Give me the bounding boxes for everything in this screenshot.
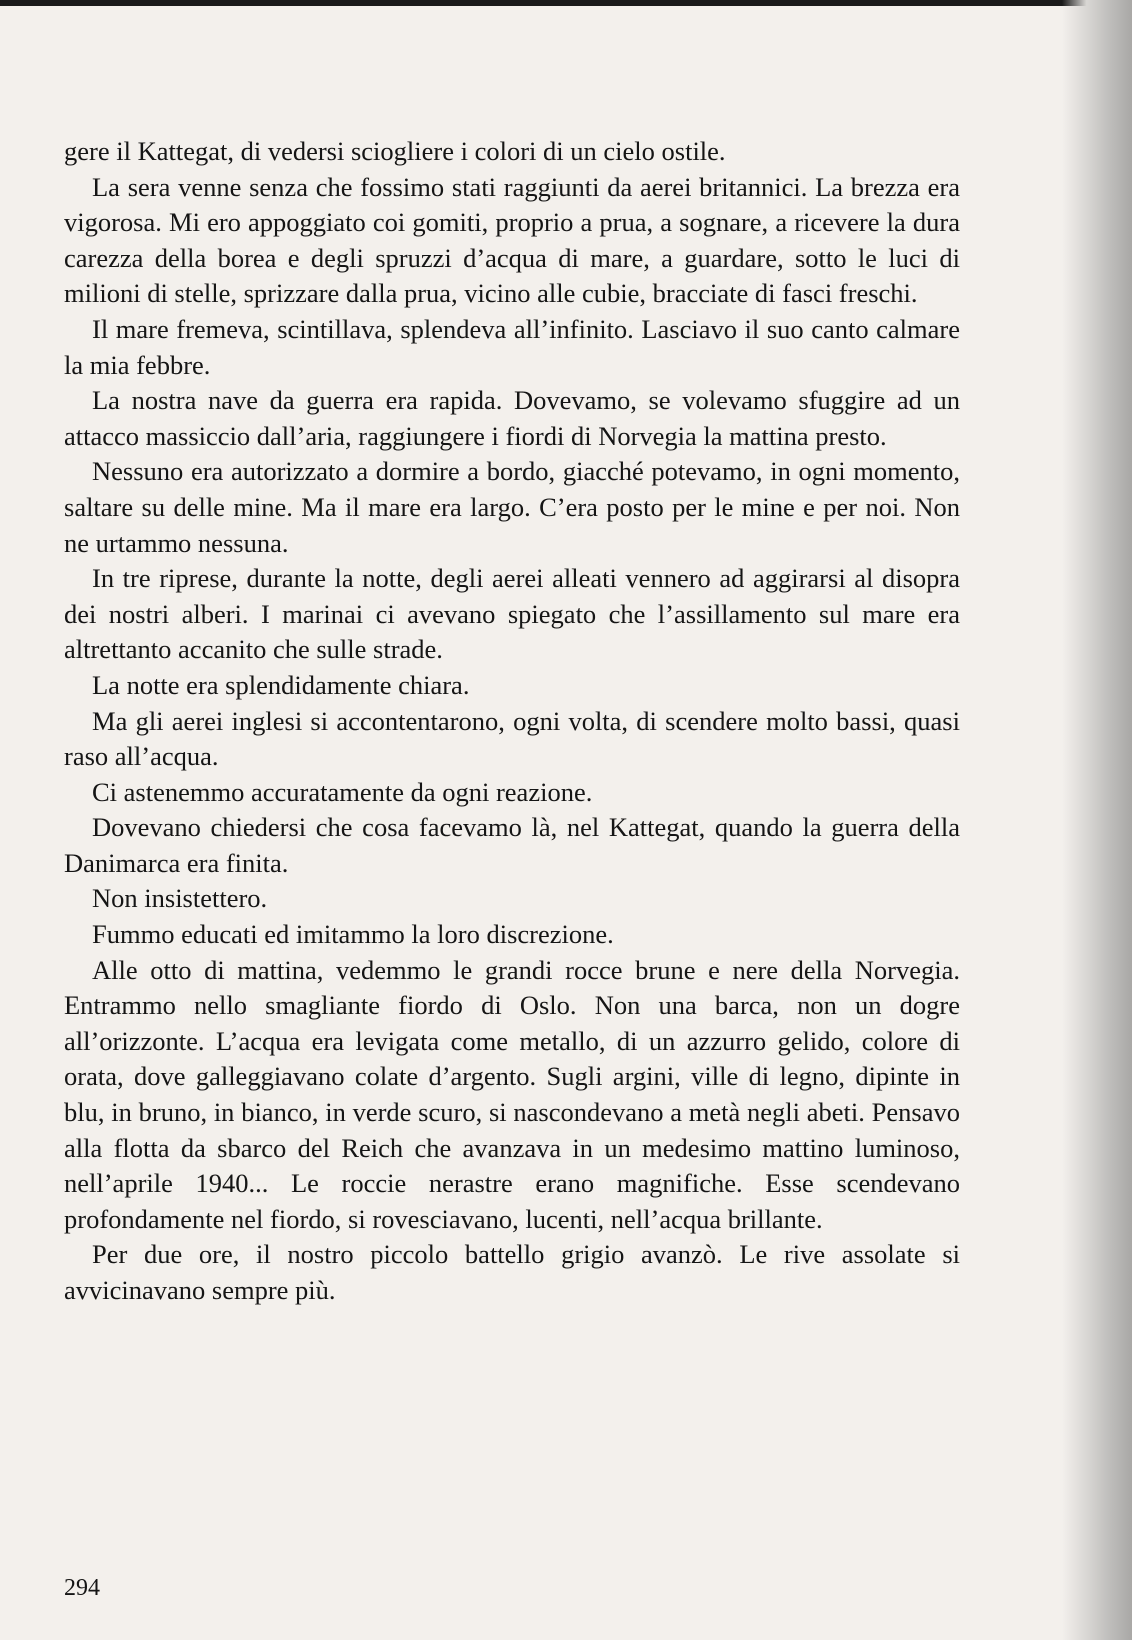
top-edge-rule: [0, 0, 1132, 6]
binding-shadow: [1062, 0, 1132, 1640]
paragraph: Alle otto di mattina, vedemmo le grandi rocce brune e nere della Norvegia. Entrammo nello smagliante fiordo di Oslo. Non una barca, non un dogre all’orizzonte. L’acqua era levigata come metallo, di un azzurro gelido, colore di orata, dove galleggiavano colate d’argento. Sugli argini, ville di legno, dipinte in blu, in bruno, in bianco, in verde scuro, si nascondevano a metà negli abeti. Pensavo alla flotta da sbarco del Reich che avanzava in un medesimo mattino luminoso, nell’aprile 1940... Le roccie nerastre erano magnifiche. Esse scendevano profondamente nel fiordo, si rovesciavano, lucenti, nell’acqua brillante.: [64, 954, 960, 1234]
paragraph: Non insistettero.: [92, 883, 268, 914]
paragraph: In tre riprese, durante la notte, degli aerei alleati vennero ad aggirarsi al disopra dei nostri alberi. I marinai ci avevano spiegato che l’assillamento sul mare era altrettanto accanito che sulle strade.: [64, 563, 960, 665]
paragraph: Ma gli aerei inglesi si accontentarono, ogni volta, di scendere molto bassi, quasi raso all’acqua.: [64, 705, 960, 772]
paragraph: Fummo educati ed imitammo la loro discrezione.: [92, 919, 614, 950]
paragraph: Il mare fremeva, scintillava, splendeva all’infinito. Lasciavo il suo canto calmare la mia febbre.: [64, 313, 960, 380]
body-text: [64, 134, 960, 1309]
paragraph: Nessuno era autorizzato a dormire a bordo, giacché potevamo, in ogni momento, saltare su delle mine. Ma il mare era largo. C’era posto per le mine e per noi. Non ne urtammo nessuna.: [64, 456, 960, 558]
paragraph: La sera venne senza che fossimo stati raggiunti da aerei britannici. La brezza era vigorosa. Mi ero appoggiato coi gomiti, proprio a prua, a sognare, a ricevere la dura carezza della borea e degli spruzzi d’acqua di mare, a guardare, sotto le luci di milioni di stelle, sprizzare dalla prua, vicino alle cubie, bracciate di fasci freschi.: [64, 171, 960, 309]
page-number: 294: [64, 1575, 100, 1601]
paragraph: La notte era splendidamente chiara.: [92, 669, 470, 700]
paragraph: Ci astenemmo accuratamente da ogni reazione.: [92, 776, 593, 807]
paragraph: Per due ore, il nostro piccolo battello grigio avanzò. Le rive assolate si avvicinavano sempre più.: [64, 1239, 960, 1305]
paragraph: Dovevano chiedersi che cosa facevamo là, nel Kattegat, quando la guerra della Danimarca era finita.: [64, 812, 960, 878]
paragraph: gere il Kattegat, di vedersi sciogliere i colori di un cielo ostile.: [64, 136, 726, 166]
paragraph: La nostra nave da guerra era rapida. Dovevamo, se volevamo sfuggire ad un attacco massiccio dall’aria, raggiungere i fiordi di Norvegia la mattina presto.: [64, 385, 960, 451]
